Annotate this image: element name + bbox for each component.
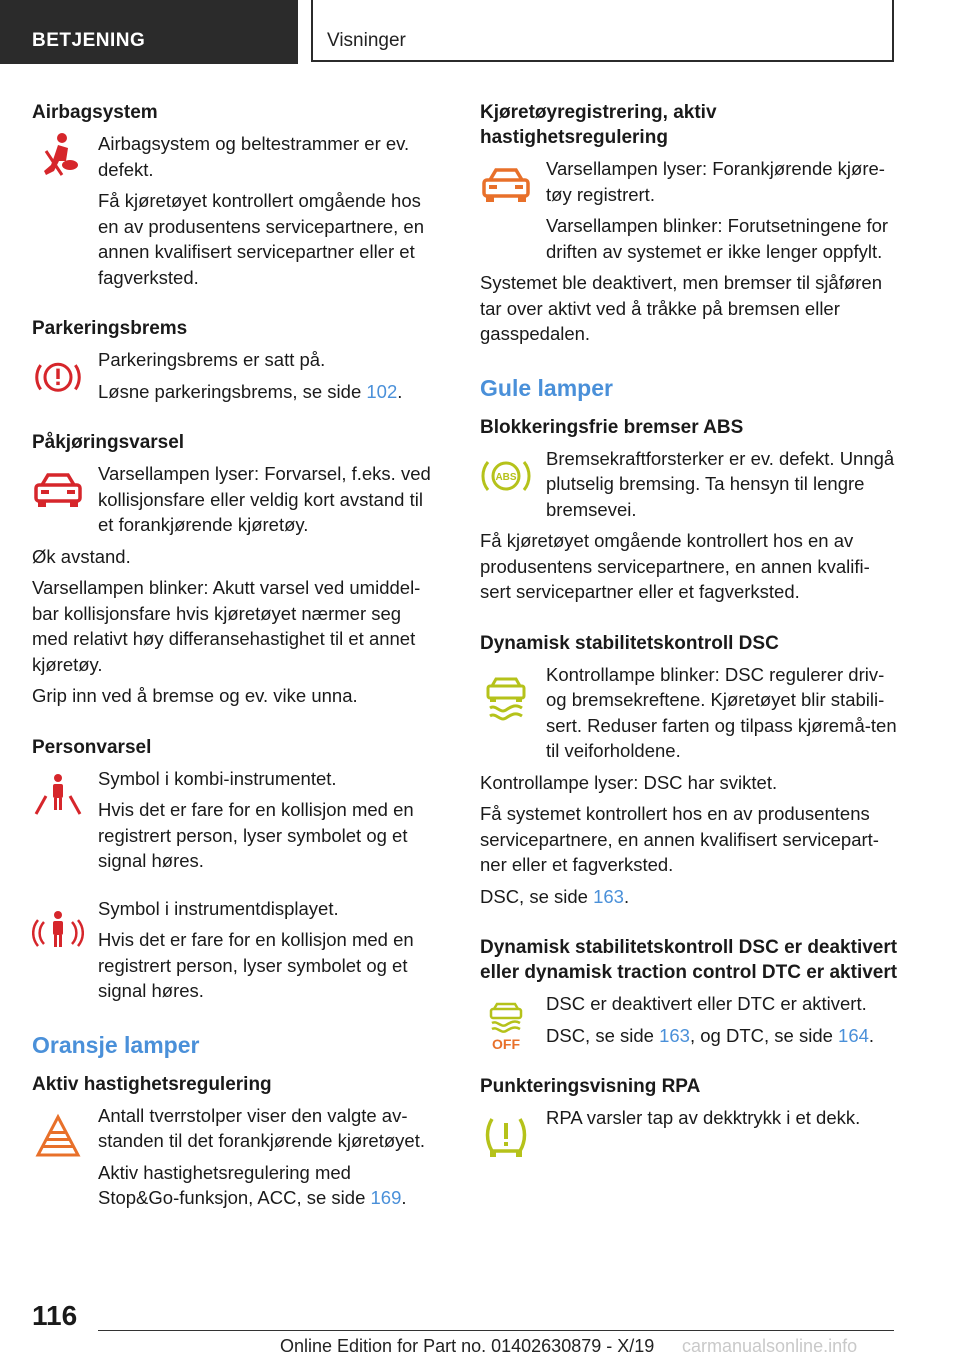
dsc-text-2: Kontrollampe lyser: DSC har sviktet. <box>480 771 778 793</box>
footer-divider <box>98 1330 894 1331</box>
parking-brake-text-2-post: . <box>397 380 403 402</box>
dsc-text-1: Kontrollampe blinker: DSC regulerer driv- og bremsekreftene. Kjøretøyet blir stabili-sert. Reduser farten og tilpass kjøremå-ten til veiforholdene. <box>546 663 897 761</box>
dtc-text-2-mid: , og DTC, se side <box>689 1024 839 1046</box>
rpa-item <box>480 1105 898 1157</box>
rpa-title: Punkteringsvisning RPA <box>480 1076 701 1097</box>
airbag-item <box>32 131 437 290</box>
dsc-text-4 <box>480 884 898 910</box>
registration-text-1: Varsellampen lyser: Forankjørende kjøre-tøy registrert. <box>546 158 885 205</box>
page-link-163-b[interactable]: 163 <box>659 1024 690 1046</box>
dtc-title: Dynamisk stabilitetskontroll DSC er deaktivert eller dynamisk traction control DTC er aktivert <box>480 937 898 983</box>
parking-brake-text-2-pre: Løsne parkeringsbrems, se side <box>98 380 367 402</box>
person-warning-item-1 <box>32 766 437 874</box>
collision-warning-section <box>32 430 437 709</box>
person-warning-text-2: Hvis det er fare for en kollisjon med en registrert person, lyser symbolet og et signal høres. <box>98 799 414 871</box>
person-warning-section <box>32 735 437 1004</box>
distance-bars-icon <box>32 1111 84 1163</box>
parking-brake-icon <box>32 353 84 405</box>
collision-warning-text-2: Øk avstand. <box>32 545 131 567</box>
parking-brake-text-1: Parkeringsbrems er satt på. <box>98 349 326 370</box>
collision-warning-text-4: Grip inn ved å bremse og ev. vike unna. <box>32 685 358 706</box>
car-warning-icon <box>32 467 84 519</box>
abs-text-2: Få kjøretøyet omgående kontrollert hos en av produsentens servicepartnere, en annen kvalifi-sert servicepartner eller et fagverksted. <box>480 530 870 602</box>
registration-item <box>480 156 898 264</box>
stability-control-icon <box>480 674 532 726</box>
pedestrian-warning-icon <box>32 772 84 824</box>
dtc-text-2-post: . <box>868 1024 875 1046</box>
airbag-title: Airbagsystem <box>32 102 158 123</box>
person-warning-text-1: Symbol i kombi-instrumentet. <box>98 767 337 789</box>
acc-text-1: Antall tverrstolper viser den valgte av-standen til det forankjørende kjøretøyet. <box>98 1104 425 1151</box>
car-detected-icon <box>480 162 532 214</box>
section-label: BETJENING <box>32 30 146 51</box>
dsc-text-3: Få systemet kontrollert hos en av produsentens servicepartnere, en annen kvalifisert servicepart-ner eller et fagverksted. <box>480 803 879 875</box>
registration-text-3: Systemet ble deaktivert, men bremser til sjåføren tar over aktivt ved å tråkke på bremsen eller gasspedalen. <box>480 272 883 344</box>
chapter-tab <box>311 0 894 62</box>
rpa-section <box>480 1074 898 1157</box>
collision-warning-text-1: Varsellampen lyser: Forvarsel, f.eks. ved kollisjonsfare eller veldig kort avstand til et forankjørende kjøretøy. <box>98 463 431 535</box>
dtc-text-2-pre: DSC, se side <box>546 1024 660 1046</box>
dtc-item <box>480 991 898 1052</box>
abs-icon <box>480 452 532 504</box>
tire-pressure-icon <box>480 1111 532 1163</box>
abs-icon-label: ABS <box>495 471 517 483</box>
airbag-text-1: Airbagsystem og beltestrammer er ev. defekt. <box>98 133 410 180</box>
rpa-text-1: RPA varsler tap av dekktrykk i et dekk. <box>546 1107 861 1128</box>
page-number: 116 <box>32 1300 78 1331</box>
collision-warning-title: Påkjøringsvarsel <box>32 432 185 453</box>
airbag-section <box>32 100 437 290</box>
abs-title: Blokkeringsfrie bremser ABS <box>480 416 744 438</box>
parking-brake-text-2 <box>98 379 437 405</box>
chapter-label: Visninger <box>327 30 406 51</box>
right-column <box>480 100 898 1183</box>
page-header <box>0 0 960 66</box>
page-link-169[interactable]: 169 <box>370 1187 402 1208</box>
dtc-text-2 <box>546 1023 898 1049</box>
watermark: carmanualsonline.info <box>682 1336 858 1356</box>
collision-warning-item <box>32 461 437 538</box>
dsc-item <box>480 662 898 764</box>
abs-section <box>480 415 898 605</box>
acc-item <box>32 1103 437 1211</box>
page-link-164[interactable]: 164 <box>838 1024 869 1046</box>
edition-note: Online Edition for Part no. 01402630879 - X/19 <box>280 1336 655 1356</box>
parking-brake-item <box>32 347 437 404</box>
collision-warning-text-3: Varsellampen blinker: Akutt varsel ved umiddel-bar kollisjonsfare hvis kjøretøyet nærmer seg med relativt høy differansehastighet til et annet kjøretøy. <box>32 577 421 675</box>
registration-title: Kjøretøyregistrering, aktiv hastighetsregulering <box>480 102 717 148</box>
dtc-text-1: DSC er deaktivert eller DTC er aktivert. <box>546 993 867 1014</box>
person-warning-title: Personvarsel <box>32 736 152 758</box>
dtc-section <box>480 935 898 1052</box>
page-link-163[interactable]: 163 <box>593 885 624 907</box>
abs-text-1: Bremsekraftforsterker er ev. defekt. Unngå plutselig bremsing. Ta hensyn til lengre bremsevei. <box>546 447 895 520</box>
abs-item <box>480 446 898 523</box>
registration-section <box>480 100 898 347</box>
registration-text-2: Varsellampen blinker: Forutsetningene for driften av systemet er ikke lenger oppfylt. <box>546 215 889 262</box>
orange-lamps-heading: Oransje lamper <box>32 1031 200 1058</box>
acc-text-2 <box>98 1160 437 1211</box>
section-tab <box>0 0 298 64</box>
person-warning-item-2 <box>32 896 437 1004</box>
off-icon-label: OFF <box>492 1036 520 1052</box>
page-link-102[interactable]: 102 <box>366 380 398 402</box>
person-warning-text-4: Hvis det er fare for en kollisjon med en registrert person, lyser symbolet og et signal høres. <box>98 929 414 1001</box>
dsc-title: Dynamisk stabilitetskontroll DSC <box>480 632 779 654</box>
acc-text-2-post: . <box>401 1187 407 1208</box>
stability-off-icon <box>480 1001 532 1053</box>
parking-brake-section <box>32 316 437 404</box>
dsc-section <box>480 631 898 910</box>
airbag-warning-icon <box>32 131 84 183</box>
airbag-text-2: Få kjøretøyet kontrollert omgående hos en av produsentens servicepartnere, en annen kvalifisert servicepartner eller et fagverksted. <box>98 190 425 288</box>
left-column <box>32 100 437 1237</box>
acc-title: Aktiv hastighetsregulering <box>32 1073 272 1095</box>
dsc-text-4-post: . <box>623 885 630 907</box>
pedestrian-signal-icon <box>32 908 84 960</box>
acc-text-2-pre: Aktiv hastighetsregulering med Stop&Go-funksjon, ACC, se side <box>98 1161 371 1208</box>
parking-brake-title: Parkeringsbrems <box>32 318 188 339</box>
acc-section <box>32 1072 437 1211</box>
dsc-text-4-pre: DSC, se side <box>480 885 594 907</box>
person-warning-text-3: Symbol i instrumentdisplayet. <box>98 897 339 919</box>
yellow-lamps-heading: Gule lamper <box>480 374 613 401</box>
